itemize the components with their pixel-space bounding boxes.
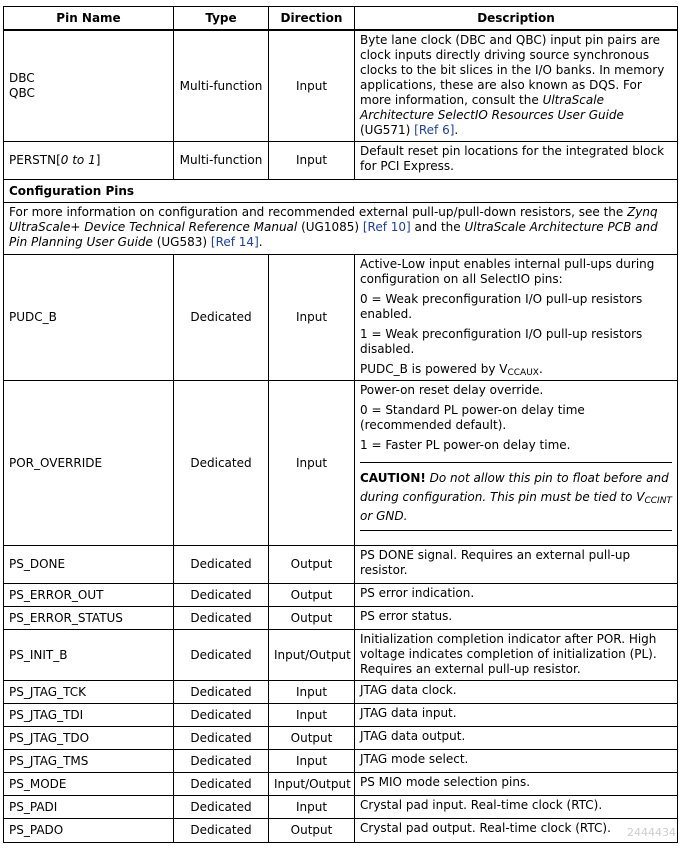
- table-row: [4, 773, 678, 796]
- type-cell: Dedicated: [174, 607, 269, 630]
- config-note: For more information on configuration and recommended external pull-up/pull-down resistors, see the Zynq UltraScale+ Device Technical Reference Manual (UG1085) [Ref 10] and the UltraScale Architecture PCB and Pin Planning User Guide (UG583) [Ref 14].: [4, 203, 678, 255]
- direction-cell: Input: [269, 750, 355, 773]
- ref-link[interactable]: [Ref 6]: [414, 123, 455, 137]
- type-cell: Multi-function: [174, 30, 269, 142]
- direction-cell: Input: [269, 142, 355, 180]
- description-cell: JTAG data input.: [355, 704, 678, 727]
- description-cell: JTAG data clock.: [355, 681, 678, 704]
- watermark: 2444434: [627, 826, 676, 839]
- direction-cell: Input: [269, 796, 355, 819]
- table-row: [4, 630, 678, 681]
- header-pin-name: Pin Name: [4, 7, 174, 31]
- description-cell: Byte lane clock (DBC and QBC) input pin pairs are clock inputs directly driving source synchronous clocks to the bit slices in the I/O banks. In memory applications, these are also known as DQS. For more information, consult the UltraScale Architecture SelectIO Resources User Guide (UG571) [Ref 6].: [355, 30, 678, 142]
- direction-cell: Input: [269, 704, 355, 727]
- pin-name-cell: PS_DONE: [4, 546, 174, 584]
- type-cell: Dedicated: [174, 381, 269, 546]
- table-row: [4, 750, 678, 773]
- description-cell: Crystal pad input. Real-time clock (RTC).: [355, 796, 678, 819]
- direction-cell: Output: [269, 584, 355, 607]
- type-cell: Dedicated: [174, 773, 269, 796]
- pin-table: [3, 6, 678, 843]
- pin-name-cell: PS_JTAG_TDO: [4, 727, 174, 750]
- description-cell: Power-on reset delay override. 0 = Standard PL power-on delay time (recommended default). 1 = Faster PL power-on delay time. CAUTION! Do not allow this pin to float before and during configuration. This pin must be tied to $V_{CCINT}$ or GND.: [355, 381, 678, 546]
- table-row: [4, 255, 678, 381]
- caution-note: CAUTION! Do not allow this pin to float before and during configuration. This pin must be tied to $V_{CCINT}$ or GND.: [360, 462, 672, 531]
- table-row: [4, 796, 678, 819]
- description-cell: JTAG mode select.: [355, 750, 678, 773]
- table-row: [4, 704, 678, 727]
- pin-name-cell: PS_PADI: [4, 796, 174, 819]
- table-row: [4, 30, 678, 142]
- description-cell: PS error status.: [355, 607, 678, 630]
- description-cell: Active-Low input enables internal pull-ups during configuration on all SelectIO pins: 0 = Weak preconfiguration I/O pull-up resistors enabled. 1 = Weak preconfiguration I/O pull-up resistors disabled. PUDC_B is powered by $V_{CCAUX}$.: [355, 255, 678, 381]
- type-cell: Multi-function: [174, 142, 269, 180]
- header-direction: Direction: [269, 7, 355, 31]
- description-cell: Crystal pad output. Real-time clock (RTC).: [355, 819, 678, 843]
- direction-cell: Input/Output: [269, 773, 355, 796]
- direction-cell: Input: [269, 681, 355, 704]
- type-cell: Dedicated: [174, 796, 269, 819]
- direction-cell: Input: [269, 381, 355, 546]
- direction-cell: Output: [269, 819, 355, 843]
- direction-cell: Input: [269, 255, 355, 381]
- section-row: [4, 180, 678, 203]
- table-row: [4, 546, 678, 584]
- pin-name-cell: PS_JTAG_TDI: [4, 704, 174, 727]
- pin-name-cell: PUDC_B: [4, 255, 174, 381]
- description-cell: PS MIO mode selection pins.: [355, 773, 678, 796]
- pin-name-cell: DBC QBC: [4, 30, 174, 142]
- table-row: [4, 819, 678, 843]
- pin-name-cell: PS_JTAG_TMS: [4, 750, 174, 773]
- direction-cell: Output: [269, 607, 355, 630]
- description-cell: PS DONE signal. Requires an external pull-up resistor.: [355, 546, 678, 584]
- type-cell: Dedicated: [174, 584, 269, 607]
- type-cell: Dedicated: [174, 704, 269, 727]
- section-title: Configuration Pins: [4, 180, 678, 203]
- description-cell: JTAG data output.: [355, 727, 678, 750]
- pin-name-cell: PS_INIT_B: [4, 630, 174, 681]
- type-cell: Dedicated: [174, 546, 269, 584]
- table-row: [4, 681, 678, 704]
- description-cell: Initialization completion indicator after POR. High voltage indicates completion of initialization (PL). Requires an external pull-up resistor.: [355, 630, 678, 681]
- type-cell: Dedicated: [174, 750, 269, 773]
- type-cell: Dedicated: [174, 681, 269, 704]
- pin-name-cell: PS_ERROR_OUT: [4, 584, 174, 607]
- type-cell: Dedicated: [174, 630, 269, 681]
- table-row: [4, 727, 678, 750]
- type-cell: Dedicated: [174, 819, 269, 843]
- direction-cell: Output: [269, 546, 355, 584]
- table-row: [4, 381, 678, 546]
- direction-cell: Output: [269, 727, 355, 750]
- table-row: [4, 142, 678, 180]
- pin-name-cell: PS_JTAG_TCK: [4, 681, 174, 704]
- ref-link[interactable]: [Ref 10]: [362, 220, 411, 234]
- table-row: [4, 607, 678, 630]
- note-row: [4, 203, 678, 255]
- direction-cell: Input/Output: [269, 630, 355, 681]
- pin-name-cell: PS_ERROR_STATUS: [4, 607, 174, 630]
- table-row: [4, 584, 678, 607]
- header-type: Type: [174, 7, 269, 31]
- ref-link[interactable]: [Ref 14]: [210, 235, 259, 249]
- header-description: Description: [355, 7, 678, 31]
- pin-name-cell: PERSTN[0 to 1]: [4, 142, 174, 180]
- header-row: [4, 7, 678, 31]
- direction-cell: Input: [269, 30, 355, 142]
- type-cell: Dedicated: [174, 727, 269, 750]
- description-cell: PS error indication.: [355, 584, 678, 607]
- description-cell: Default reset pin locations for the integrated block for PCI Express.: [355, 142, 678, 180]
- type-cell: Dedicated: [174, 255, 269, 381]
- pin-name-cell: POR_OVERRIDE: [4, 381, 174, 546]
- pin-name-cell: PS_PADO: [4, 819, 174, 843]
- pin-name-cell: PS_MODE: [4, 773, 174, 796]
